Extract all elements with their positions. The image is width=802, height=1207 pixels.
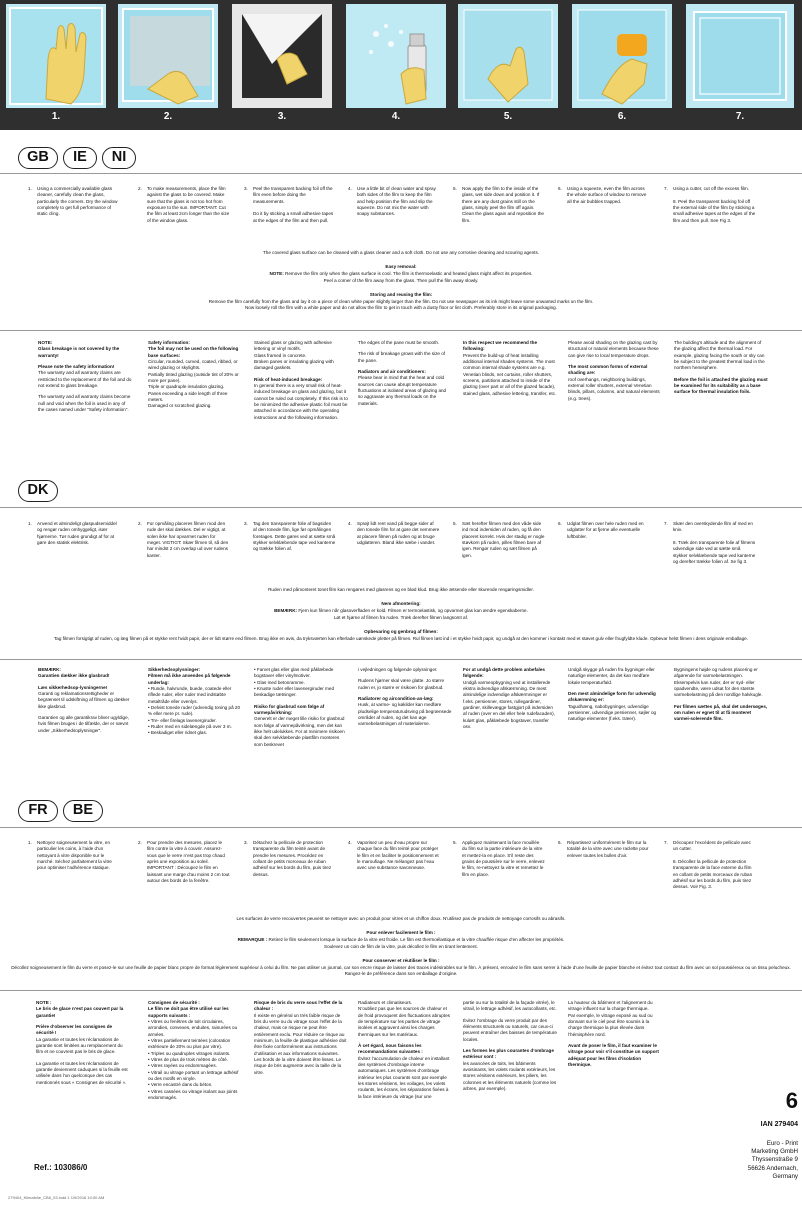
note-column <box>463 667 557 730</box>
panel-7 <box>686 4 794 108</box>
note-line: Undgå varmeopbygning ved at installerede ekstra indvendige afskærmning. De mest almindelige indvendige afskærmninger er f.eks. persienner, stores, rullegardiner, gardiner, skillevægge fastgjort på indersiden af ruden (over en del eller hele rudefacaden), kulørt glas, påklæbede bogstaver, transfer osv. <box>463 679 555 729</box>
note-column <box>358 667 452 728</box>
gb-removal-text: Remove the film only when the glass surface is cool. The film is thermoelastic and heated glass might affect its properties. <box>283 271 533 276</box>
note-line: For at undgå dette problem anbefales følgende: <box>463 667 545 679</box>
step-item <box>28 840 120 872</box>
company-line: Euro - Print <box>766 1139 798 1147</box>
note-line: Stained glass or glazing with adhesive lettering or vinyl motifs. <box>254 340 332 352</box>
step-text: Skær den overskydende film af med en kniv. 8. Træk den transparente folie af filmens udvendige side ved at sætte små stykker selvklæbende tape ved kanterne og derefter trække folien af. Se fig 3. <box>673 521 756 564</box>
step-index: 4. <box>348 521 352 526</box>
step-text: For opmåling placeres filmen mod den rude der skal dækkes. Del er vigtigt, at solen ikke har opvarmet ruden for meget. VIGTIGT: Skær filmen til, så den har mindst 2 cm overlap ud over rudens kanter. <box>147 521 229 558</box>
step-text: Détachez la pellicule de protection transparente du film teinté avant de prendre les mesures. Procédez en collant de petits morceaux de ruban adhésif sur les bords du film, puis tirez dessus. <box>253 840 332 877</box>
note-column <box>36 1000 130 1086</box>
note-line: les avancées de toits, les bâtiments avoisinants, les volets roulants extérieurs, les stores vénitiens extérieurs, les piliers, les colonnes et les éléments naturels (comme les arbres, par exemple). <box>463 1060 557 1091</box>
note-line: Circular, rounded, curved, coated, ribbed, or wired glazing or skylights. <box>148 358 238 371</box>
step-item <box>664 521 756 565</box>
step-item <box>138 840 230 884</box>
note-line: Rudens hjørner skal være glatte. Jo større ruden er, jo større er risikoen for glasbrud. <box>358 678 445 690</box>
note-line: Sikkerhedsoplysninger: <box>148 667 201 672</box>
gb-removal-note: NOTE: <box>269 271 284 276</box>
lang-badge: GB <box>18 147 58 169</box>
step-index: 4. <box>348 840 352 845</box>
step-item <box>244 521 336 553</box>
panel-3 <box>232 4 332 108</box>
note-line: i vejledningen og følgende oplysninger. <box>358 667 438 672</box>
note-column <box>38 340 132 413</box>
panel-1 <box>6 4 106 108</box>
fr-removal-note: REMARQUE : <box>237 937 268 942</box>
note-line: partie ou sur la totalité de la façade vitrée), le vitrail, le lettrage adhésif, les autocollants, etc. <box>463 1000 557 1012</box>
step-text: Découpez l’excédent de pellicule avec un cutter. 8. Décollez la pellicule de protection transparente de la face externe du film en collant de petits morceaux de ruban adhésif sur les bords du film, puis tirez dessus. Voir Fig. 3. <box>673 840 753 890</box>
step-index: 7. <box>664 840 668 845</box>
language-badges-gb <box>18 147 141 171</box>
note-line: • Tre- eller firelags lavenergiruder. <box>148 717 217 723</box>
note-line: Avant de poser le film, il faut examiner le vitrage pour voir s’il constitue un support adéquat pour les films d’isolation thermique. <box>568 1042 659 1067</box>
note-line: The warranty and all warranty claims become null and void when the foil is used in any of the cases named under “Safety information”. <box>38 394 131 412</box>
step-item <box>664 840 756 891</box>
note-line: Risiko for glasbrud som følge af varmepåvirkning: <box>254 703 325 715</box>
note-line: Husk, at varme- og køkilder kan medføre pludselige temperaturudsving på begrænsede områder af ruden, og det kan øge varmebelastningen af materialerne. <box>358 702 452 727</box>
note-line: Filmen må ikke anvendes på følgende underlag: <box>148 673 231 685</box>
note-line: Panes exceeding a side length of three meters. <box>148 390 228 402</box>
reference-number: Ref.: 103086/0 <box>34 1163 88 1172</box>
note-line: Tagudhæng, nabobygninger, udvendige persienner, udvendige persienner, søjler og naturlige elementer (f.eks. træer). <box>568 703 657 722</box>
note-line: • Farvet glas eller glas med påklæbede bogstaver eller vinylmotiver. <box>254 667 334 679</box>
gb-storing-title: Storing and reusing the film: <box>369 292 433 297</box>
step-index: 2. <box>138 521 142 526</box>
note-column <box>148 667 242 737</box>
step-item <box>558 521 650 540</box>
note-column <box>568 1000 662 1068</box>
step-item <box>348 521 440 546</box>
step-item <box>244 840 336 878</box>
cleaning-glove-icon <box>6 4 106 108</box>
note-line: Glass framed in concrete. <box>254 352 307 358</box>
note-line: • Delvist tonede ruder (udvendig toning på 20 % eller mere pr. rude). <box>148 704 241 717</box>
dk-removal-title: Nem afmontering: <box>381 601 421 606</box>
step-text: Appliquez maintenant la face mouillée du film sur la partie intérieure de la vitre et mettez-la en place. S’il reste des grains de poussière sur le verre, enlevez le film, re-nettoyez la vitre et remettez le film en place. <box>462 840 545 877</box>
company-line: Germany <box>772 1173 798 1181</box>
step-item <box>348 840 440 872</box>
note-column <box>254 340 348 421</box>
step-item <box>138 521 230 559</box>
note-line: Læs sikkerhedsop-lysningerne! <box>38 684 108 690</box>
step-item <box>244 186 336 224</box>
note-line: Le bris de glace n’est pas couvert par la garantie! <box>36 1006 124 1018</box>
company-line: 56626 Andernach, <box>747 1164 798 1172</box>
note-line: The edges of the pane must be smooth. <box>358 340 440 345</box>
step-text: Sæt herefter filmen med den våde side ind mod indersiden af ruden, og få den placeret korrekt. Hvis der stadig er nogle støvkorn på ruden, pilles filmen bare af igen. Rengør ruden og sæt filmen på igen. <box>462 521 545 558</box>
step-number: 5. <box>503 111 513 122</box>
publisher-block <box>738 1090 798 1181</box>
lang-badge: DK <box>18 480 58 502</box>
step-item <box>28 186 120 218</box>
language-badges-dk <box>18 480 63 504</box>
language-badges-fr <box>18 800 108 824</box>
step-item <box>28 521 120 546</box>
note-line: • Ruder med en sidelængde på over 3 m. <box>148 723 232 729</box>
note-column <box>148 1000 242 1101</box>
note-line: • Vitrail ou vitrage portant un lettrage adhésif ou des motifs en vinyle. <box>148 1069 239 1081</box>
lang-badge: BE <box>63 800 103 822</box>
note-line: Please bear in mind that the heat and cold sources can cause abrupt temperature fluctuations at isolated areas of glazing and so aggravate any thermal loads on the materials. <box>358 375 447 406</box>
note-line: Évitez l’ombrage du verre produit par des éléments structurels ou naturels, car ceux-ci peuvent entraîner des baisses de température locales. <box>463 1017 557 1042</box>
step-item <box>558 186 650 205</box>
note-line: Radiateurs et climatiseurs. <box>358 1000 413 1005</box>
step-index: 5. <box>453 521 457 526</box>
note-line: In general there is a very small risk of heat-induced breakage on glass and glazing, but it cannot be ruled out completely. If this risk is to be minimized the adhesive plastic foil must be attached in accordance with the operating instructions and the following information. <box>254 382 348 420</box>
step-text: Peel the transparent backing foil off the film even before doing the measurements. Do it by sticking a small adhesive tapes at the edges of the film and then pull. <box>253 186 334 223</box>
note-line: • Vitres de plus de trois mètres de côté. <box>148 1056 228 1062</box>
note-line: • Vitres cassées ou vitrage isolant aux joints endommagés. <box>148 1088 238 1100</box>
fr-clean-text: Les surfaces de verre recouvertes peuvent se nettoyer avec un produit pour vitres et un chiffon doux. N’utilisez pas de produits de nettoyage corrosifs ou abrasifs. <box>236 916 566 921</box>
fr-removal-text2: Soulevez un coin de film de la vitre, puis décollez le film en tirant lentement. <box>324 944 478 949</box>
step-index: 6. <box>558 186 562 191</box>
step-text: Sprøjt lidt rent vand på begge sider af den tonede film for at gøre det nemmere at placere filmen på ruden og at bruge udglatteren. Bland ikke sæbe i vandet. <box>357 521 440 545</box>
note-line: Le film ne doit pas être utilisé sur les supports suivants : <box>148 1006 229 1018</box>
divider <box>0 827 802 828</box>
note-line: Les formes les plus courantes d’ombrage extérieur sont : <box>463 1047 554 1060</box>
gb-removal-text2: Peel a corner of the film away from the glass. Then pull the film away slowly. <box>323 278 479 283</box>
divider <box>0 659 802 660</box>
dk-storing-text: Tag filmen forsigtigt af ruden, og læg filmen på et stykke rent hvidt papir, der er lidt større end filmen. Brug ikke en avis, da tryksværten kan efterlade uønskede pletter på filmen. Rul filmen løst ind i et stykke hvidt papir, og undgå at den kommer i kontakt med et støvet gulv eller fnugfyldte klude. Opbevar helst filmen i dens originale emballage. <box>54 636 748 641</box>
note-line: The most common forms of external shading are: <box>568 363 648 376</box>
step-number: 6. <box>617 111 627 122</box>
note-line: Den mest almindelige form for udvendig afskærmning er: <box>568 690 656 703</box>
note-line: Les bords de la vitre doivent être lisses. Le risque de bris augmente avec la taille de la vitre. <box>254 1056 342 1075</box>
step-index: 3. <box>244 186 248 191</box>
note-column <box>254 667 348 748</box>
note-column <box>38 667 132 734</box>
step-index: 7. <box>664 521 668 526</box>
divider <box>0 507 802 508</box>
note-line: N’oubliez pas que les sources de chaleur et de froid provoquent des fluctuations abruptes de température sur les parties de vitrage isolées et aggravent ainsi les charges thermiques sur les matériaux. <box>358 1006 450 1037</box>
step-number: 2. <box>163 111 173 122</box>
ian-number: IAN 279404 <box>760 1121 798 1128</box>
step-number: 4. <box>391 111 401 122</box>
note-line: Consignes de sécurité : <box>148 1000 200 1005</box>
note-line: À cet égard, nous faisons les recommandations suivantes : <box>358 1042 423 1055</box>
step-index: 5. <box>453 186 457 191</box>
step-item <box>664 186 756 224</box>
step-item <box>453 521 545 559</box>
note-column <box>674 667 768 723</box>
step-index: 4. <box>348 186 352 191</box>
note-column <box>568 340 662 402</box>
step-text: Using a cutter, cut off the excess film. 8. Peel the transparent backing foil off the external side of the film by sticking a small adhesive tapes at the edges of the film and then pull. See Fig 3. <box>673 186 756 223</box>
step-number: 3. <box>277 111 287 122</box>
print-footer: 279404_Klimafolie_CB6_03.indd 1 1/9/2016 10:00 AM <box>8 1195 105 1200</box>
fr-storing-title: Pour conserver et réutiliser le film : <box>362 958 440 963</box>
gb-removal-line <box>0 271 802 277</box>
note-line: • Vitres partiellement teintées (coloration extérieure de 20% ou plus par vitre). <box>148 1037 231 1050</box>
note-line: La garantie et toutes les réclamations de garantie sont limitées au remplacement du film et ne couvrent pas le bris de glace. <box>36 1036 123 1055</box>
note-line: Prevent the build-up of heat installing additional internal shades systems. The most common internal shade systems are e.g. Venetian blinds, net curtains, roller shutters, screens, partitions attached to inside of the glazing (over part or all of the glazed facade), stained glass, adhesive lettering, transfer, etc. <box>463 352 557 396</box>
lang-badge: FR <box>18 800 58 822</box>
note-line: Please avoid shading on the glazing cast by structural or natural elements because these can give rise to local temperature drops. <box>568 340 659 358</box>
step-index: 2. <box>138 840 142 845</box>
dk-storing-title: Opbevaring og genbrug af filmen: <box>364 629 438 634</box>
dk-removal-text2: Løt et hjørne af filmen fra ruden. Træk derefter filmen langsomt af. <box>333 615 469 620</box>
note-line: NOTE: <box>38 340 53 345</box>
note-column <box>254 1000 348 1076</box>
squeegee-icon <box>572 4 672 108</box>
step-item <box>348 186 440 218</box>
note-line: • Knuste ruder eller lavenergiruder med beskadige tætninger. <box>254 685 334 698</box>
dk-removal-line <box>0 608 802 614</box>
step-text: Udglat filmen over hele ruden med en udglatter for at fjerne alle eventuelle luftbobler. <box>567 521 644 539</box>
lang-badge: NI <box>102 147 136 169</box>
note-line: • Triples ou quadruples vitrages isolants. <box>148 1050 231 1056</box>
note-line: Garanti og reklamationsrettigheder er begrænset til udskiftning af filmen og dækker ikke glasbrud. <box>38 690 130 709</box>
note-line: The risk of breakage grows with the size of the pane. <box>358 351 446 363</box>
step-index: 1. <box>28 186 32 191</box>
note-column <box>358 340 452 407</box>
cutter-icon <box>686 4 794 108</box>
note-line: Prière d’observer les consignes de sécurité ! <box>36 1023 113 1036</box>
note-line: Radiatorer og aircondition-an-læg: <box>358 695 434 701</box>
company-line: Thyssenstraße 9 <box>751 1156 798 1164</box>
fr-removal-title: Pour enlever facilement le film : <box>366 930 436 935</box>
note-line: Garantien dækker ikke glasbrud! <box>38 673 110 679</box>
note-line: Risque de bris du verre sous l’effet de la chaleur : <box>254 1000 343 1012</box>
apply-film-icon <box>458 4 558 108</box>
step-index: 6. <box>558 840 562 845</box>
note-column <box>358 1000 452 1100</box>
note-line: • Beskadiget eller ridset glas. <box>148 730 208 736</box>
step-item <box>558 840 650 859</box>
fr-removal-text: Retirez le film seulement lorsque la surface de la vitre est froide. Le film est thermoélastique et la vitre chauffée risque d’en affecter les propriétés. <box>267 937 565 942</box>
step-index: 1. <box>28 521 32 526</box>
step-text: To make measurements, place the film against the glass to be covered. Make sure that the glass is not too hot from exposure to the sun. IMPORTANT: Cut the film at least 2cm longer than the size of the window glass. <box>147 186 230 223</box>
note-line: Broken panes or insulating glazing with damaged gaskets. <box>254 358 334 371</box>
step-index: 3. <box>244 840 248 845</box>
step-text: Use a little bit of clean water and spray both sides of the film to keep the film and help position the film and slip the squeeze. Do not mix the water with soapy substances. <box>357 186 436 217</box>
note-column <box>463 340 557 397</box>
measure-film-icon <box>118 4 218 108</box>
note-line: Triple or quadruple insulation glazing. <box>148 384 225 390</box>
note-line: Bygningens højde og rudens placering er afgørende for varmebelastningen. Eksempelvis kan ruder, der er syd- eller opadvendte, være udsat for den største varmebelastning på den nordlige halvkugle. <box>674 667 763 698</box>
dk-removal-text: Fjern kun filmen når glasoverfladen er kold. Filmen er termoelastisk, og opvarmet glas kan ændre egenskaberne. <box>297 608 528 613</box>
note-line: Glass breakage is not covered by the warranty! <box>38 346 120 358</box>
note-line: Generelt er der meget lille risiko for glasbrud som følge af varmepåvirkning, men det kan ikke helt udelukkes. For at minimere risikoen skal den selvklæbende plastfilm monteres som beskrevet <box>254 716 345 747</box>
note-line: Please note the safety information! <box>38 363 115 369</box>
note-line: Safety information: <box>148 340 190 345</box>
panel-4 <box>346 4 446 108</box>
step-text: Using a squeeze, even the film across the whole surface of window to remove all the air bubbles trapped. <box>567 186 647 204</box>
step-text: Pour prendre des mesures, placez le film contre la vitre à couvrir. Assurez-vous que le verre n’est pas trop chaud après une exposition au soleil. IMPORTANT : Découpez le film en laissant une marge d’au moins 2 cm tout autour des bords de la fenêtre. <box>147 840 230 883</box>
note-line: Par exemple, le vitrage exposé au sud ou donnant sur le ciel peut être soumis à la charge thermique la plus élevée dans l’hémisphère nord. <box>568 1012 653 1037</box>
step-index: 7. <box>664 186 668 191</box>
note-column <box>674 340 768 396</box>
note-line: La garantie et toutes les réclamations de garantie deviennent caduques si la feuille est utilisée dans l’un quelconque des cas mentionnés sous « Consignes de sécurité ». <box>36 1060 128 1085</box>
note-line: Évitez l’accumulation de chaleur en installant des systèmes d’ombrage interne automatiques. Les systèmes d’ombrage intérieur les plus courants sont par exemple les stores vénitiens, les voilages, les volets roulants, les écrans, les séparations fixées à la face intérieure du vitrage (sur une <box>358 1055 450 1099</box>
step-number: 1. <box>51 111 61 122</box>
dk-clean-text: Ruden med påmonteret tonet film kan rengøres med glasrens og en blød klud. Brug ikke ætsende eller skurende rengøringsmidler. <box>268 587 534 592</box>
note-column <box>568 667 662 723</box>
illustration-band <box>0 0 802 130</box>
note-line: NOTE : <box>36 1000 52 1005</box>
step-index: 6. <box>558 521 562 526</box>
step-text: Using a commercially available glass cleaner, carefully clean the glass, particularly the corners. Dry the window completely to get full performance of static cling. <box>37 186 118 217</box>
note-line: • Vitres ou fenêtres de toit circulaires, arrondies, convexes, enduites, rainurées ou armées. <box>148 1018 238 1037</box>
note-line: La hauteur du bâtiment et l’alignement du vitrage influent sur la charge thermique. <box>568 1000 653 1012</box>
divider <box>0 330 802 331</box>
note-line: • Runde, halvrunde, buede, coatede eller riflede ruder, eller ruder med indstøbte metaltråde eller ovenlys. <box>148 685 232 704</box>
panel-5 <box>458 4 558 108</box>
divider <box>0 990 802 991</box>
step-index: 5. <box>453 840 457 845</box>
step-text: Nettoyez soigneusement la vitre, en particulier les coins, à l’aide d’un nettoyant à vitre disponible sur le marché. Séchez parfaitement la vitre pour optimiser l’adhérence statique. <box>37 840 112 871</box>
note-line: • Verre encastré dans du béton. <box>148 1082 213 1088</box>
note-column <box>463 1000 557 1092</box>
note-line: Before the foil is attached the glazing must be examined for its suitability as a base surface for thermal insulation foils. <box>674 376 768 395</box>
note-line: • Glas med betonramme. <box>254 679 305 685</box>
note-line: Før filmen sættes på, skal det undersøges, om ruden er egnet til at få monteret varmei-solerende film. <box>674 703 768 722</box>
step-text: Now apply the film to the inside of the glass, wet side down and position it. If there are any dust grains still on the glass, simply peel the film off again. Clean the glass again and reposition the film. <box>462 186 544 223</box>
note-line: Il existe en général un très faible risque de bris du verre ou du vitrage sous l’effet de la chaleur, mais ce risque ne peut être entièrement exclu. Pour réduire ce risque au minimum, la feuille de plastique adhésive doit être fixée conformément aux instructions d’utilisation et aux informations suivantes. <box>254 1012 347 1056</box>
page-number: 6 <box>785 1088 798 1113</box>
divider <box>0 173 802 174</box>
gb-removal-title: Easy removal: <box>385 264 417 269</box>
company-line: Marketing GmbH <box>751 1148 798 1156</box>
peel-foil-icon <box>232 4 332 108</box>
note-line: The foil may not be used on the following base surfaces: <box>148 346 239 358</box>
gb-storing-text: Remove the film carefully from the glass and lay it on a piece of clean white paper slightly larger than the film. Do not use newspaper as its ink might leave some unwanted marks on the film. Now loosely roll the film with a white paper and do not allow the film to get in touch with a dusty floor or lint cloth. Preferably store in its original packaging. <box>208 299 594 311</box>
step-index: 1. <box>28 840 32 845</box>
note-line: Damaged or scratched glazing. <box>148 403 212 409</box>
panel-2 <box>118 4 218 108</box>
note-line: Risk of heat-induced breakage: <box>254 376 323 382</box>
note-line: Partially tinted glazing (outside tint of 20% or more per pane). <box>148 371 239 383</box>
step-text: Répartissez uniformément le film sur la totalité de la vitre avec une raclette pour enlever toutes les bulles d’air. <box>567 840 649 858</box>
note-line: BEMÆRK: <box>38 667 61 672</box>
lang-badge: IE <box>63 147 97 169</box>
gb-clean-text: The covered glass surface can be cleaned with a glass cleaner and a soft cloth. Do not use any corrosive cleaning and scouring agents. <box>262 250 540 255</box>
step-index: 3. <box>244 521 248 526</box>
step-text: Anvend et almindeligt glaspudsemiddel og rengør ruden omhyggeligt, især hjørnerne. Tør ruden grundigt af for at gøre den statisk elektrisk. <box>37 521 117 545</box>
step-text: Tag den transparente folie af bagsiden af den tonede film, lige før opmålingen foretages. Dette gøres ved at sætte små stykker selvklæbende tape ved kanterne og trække folien af. <box>253 521 336 552</box>
step-text: Vaporisez un peu d’eau propre sur chaque face du film teinté pour protéger le film et en faciliter le positionnement et le maroufiage. Ne mélangez pas l’eau avec une substance savonneuse. <box>357 840 439 871</box>
note-line: roof overhangs, neighboring buildings, external roller shutters, external Venetian blinds, pillars, columns, and natural elements (e.g. trees). <box>568 376 660 401</box>
note-line: Undgå skygge på ruden fra bygninger eller naturlige elementer, da det kan medføre lokale temperaturfald. <box>568 667 655 685</box>
note-line: • Vitres rayées ou endommagées. <box>148 1063 217 1069</box>
step-index: 2. <box>138 186 142 191</box>
note-line: Radiators and air conditioners: <box>358 368 426 374</box>
fr-storing-text: Décollez soigneusement le film du verre et posez-le sur une feuille de papier blanc propre de format légèrement supérieur à celui du film. Ne pas utiliser un journal, car son encre risque de laisser des traces indésirables sur le film. À présent, enroulez le film sans serrer à l’aide d’une feuille de papier blanche et évitez tout contact du film avec un sol poussiéreux ou un tissu pelucheux. Rangez-le de préférence dans son emballage d’origine. <box>11 965 791 977</box>
panel-6 <box>572 4 672 108</box>
step-item <box>453 186 545 224</box>
note-line: The warranty and all warranty claims are restricted to the replacement of the foil and do not extend to glass breakage. <box>38 370 132 388</box>
note-line: The building’s altitude and the alignment of the glazing affect the thermal load. For example, glazing facing the south or sky can be subject to the greatest thermal load in the northern hemisphere. <box>674 340 765 371</box>
note-column <box>148 340 242 410</box>
fr-removal-line <box>0 937 802 943</box>
spray-bottle-icon <box>346 4 446 108</box>
dk-removal-note: BEMÆRK: <box>274 608 298 613</box>
step-number: 7. <box>735 111 745 122</box>
step-item <box>138 186 230 224</box>
note-line: Garantien og alle garantikrav bliver ugyldige, hvis filmen bruges i de tilfælde, der er nævnt under „Sikkerhedsoplysninger“. <box>38 714 129 733</box>
note-line: In this respect we recommend the following: <box>463 340 538 352</box>
step-item <box>453 840 545 878</box>
